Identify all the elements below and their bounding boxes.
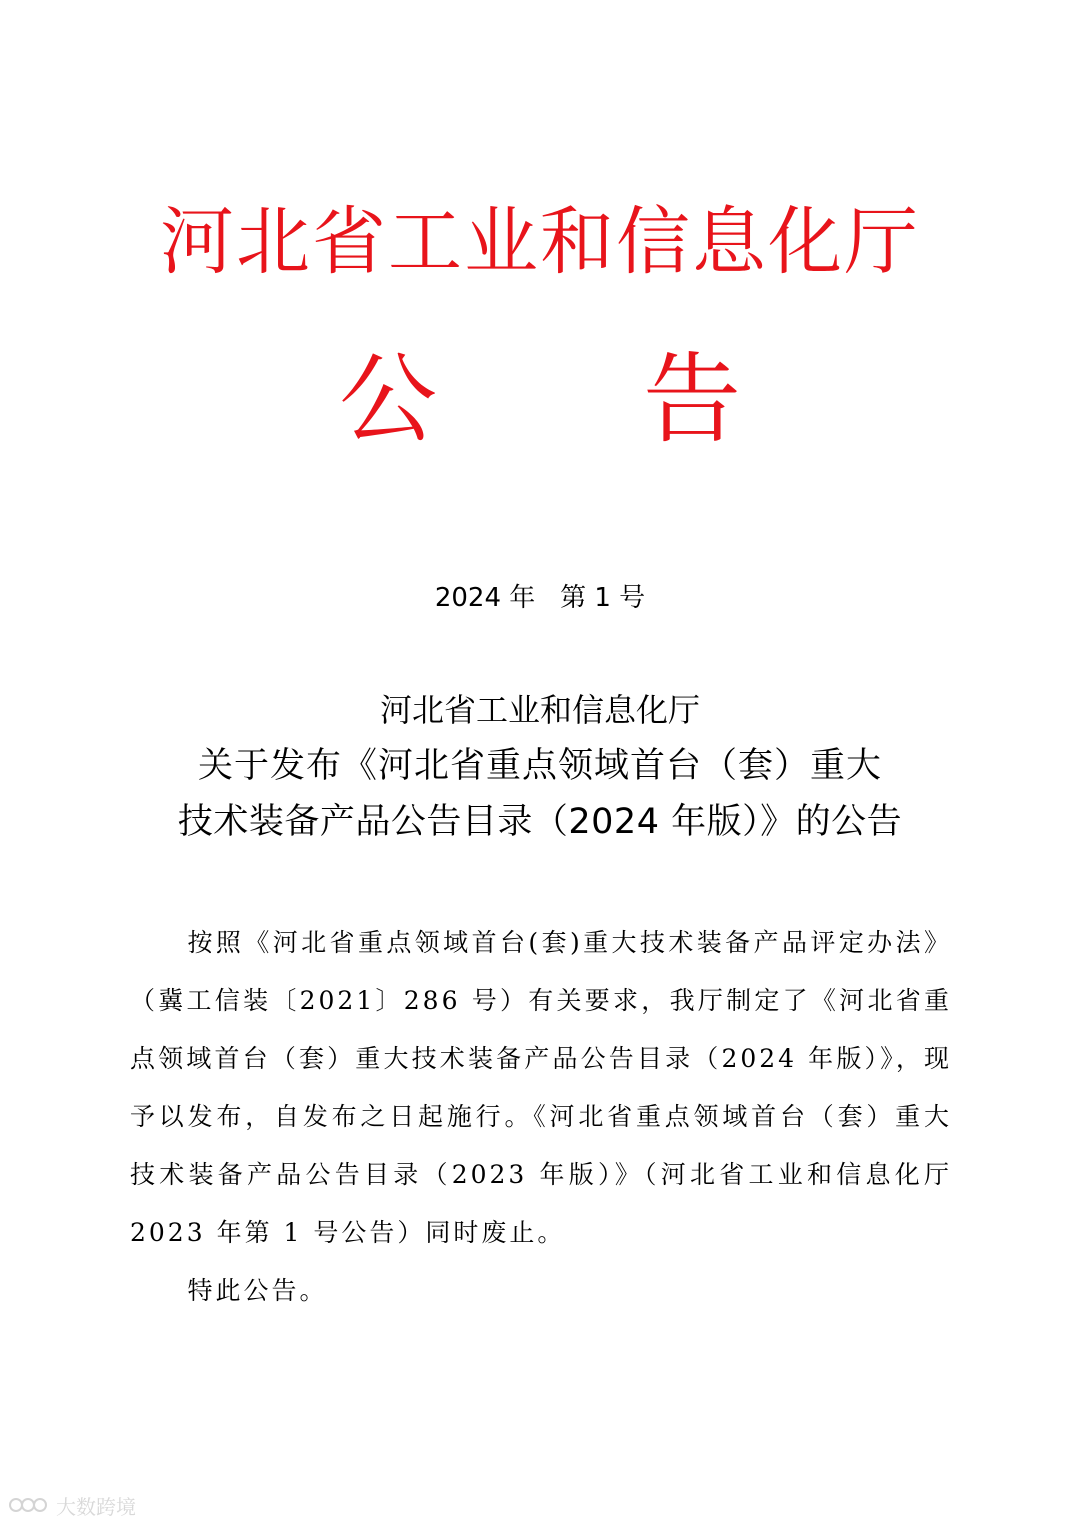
body-paragraph: 按照《河北省重点领域首台(套)重大技术装备产品评定办法》（冀工信装〔2021〕286 号）有关要求，我厅制定了《河北省重点领域首台（套）重大技术装备产品公告目录（2024 年版）》，现予以发布，自发布之日起施行。《河北省重点领域首台（套）重大技术装备产品公告目录（2023 年版）》（河北省工业和信息化厅 2023 年第 1 号公告）同时废止。 xyxy=(130,928,952,1247)
title-line-3: 技术装备产品公告目录（2024 年版）》的公告 xyxy=(177,802,903,842)
closing-statement: 特此公告。 xyxy=(187,1276,328,1305)
watermark-text: 大数跨境 xyxy=(56,1494,136,1519)
document-type-heading xyxy=(0,340,1080,460)
title-line-2: 关于发布《河北省重点领域首台（套）重大 xyxy=(197,746,882,786)
watermark-logo-icon xyxy=(8,1494,52,1516)
issuing-organization-header: 河北省工业和信息化厅 xyxy=(160,199,920,285)
title-line-1: 河北省工业和信息化厅 xyxy=(379,691,700,729)
announcement-title xyxy=(0,682,1080,850)
doc-type-char-2: 告 xyxy=(643,343,742,457)
doc-type-char-1: 公 xyxy=(338,343,437,457)
watermark xyxy=(8,1492,136,1518)
document-number: 2024 年 第 1 号 xyxy=(434,583,646,613)
announcement-body xyxy=(130,914,952,1320)
